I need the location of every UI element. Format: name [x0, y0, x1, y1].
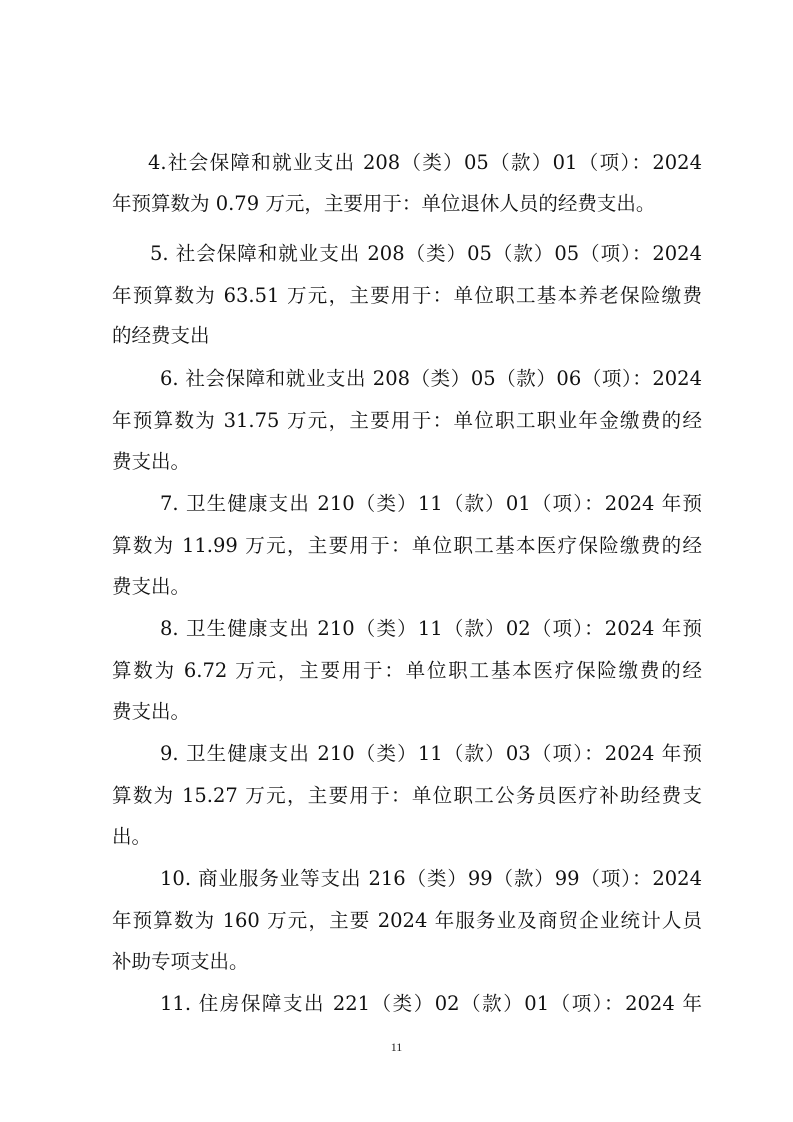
paragraph-4-line-1: 4.社会保障和就业支出 208（类）05（款）01（项）：2024	[148, 151, 702, 174]
paragraph-10-line-2: 年预算数为 160 万元，主要 2024 年服务业及商贸企业统计人员	[112, 909, 702, 932]
paragraph-9-line-2: 算数为 15.27 万元，主要用于：单位职工公务员医疗补助经费支	[112, 784, 702, 807]
paragraph-5-line-3: 的经费支出	[112, 324, 210, 347]
paragraph-7-line-1: 7. 卫生健康支出 210（类）11（款）01（项）：2024 年预	[160, 492, 702, 515]
paragraph-10-line-1: 10. 商业服务业等支出 216（类）99（款）99（项）：2024	[160, 867, 702, 890]
paragraph-11-line-1: 11. 住房保障支出 221（类）02（款）01（项）：2024 年	[160, 992, 702, 1015]
page-number: 11	[390, 1040, 403, 1054]
paragraph-9-line-1: 9. 卫生健康支出 210（类）11（款）03（项）：2024 年预	[160, 742, 702, 765]
paragraph-6-line-3: 费支出。	[112, 450, 191, 473]
paragraph-8-line-2: 算数为 6.72 万元，主要用于：单位职工基本医疗保险缴费的经	[112, 659, 702, 682]
paragraph-8-line-3: 费支出。	[112, 700, 191, 723]
paragraph-7-line-2: 算数为 11.99 万元，主要用于：单位职工基本医疗保险缴费的经	[112, 534, 702, 557]
paragraph-7-line-3: 费支出。	[112, 575, 191, 598]
paragraph-10-line-3: 补助专项支出。	[112, 950, 249, 973]
paragraph-5-line-2: 年预算数为 63.51 万元，主要用于：单位职工基本养老保险缴费	[112, 284, 702, 307]
paragraph-9-line-3: 出。	[112, 825, 152, 848]
paragraph-8-line-1: 8. 卫生健康支出 210（类）11（款）02（项）：2024 年预	[160, 617, 702, 640]
paragraph-6-line-2: 年预算数为 31.75 万元，主要用于：单位职工职业年金缴费的经	[112, 409, 702, 432]
paragraph-6-line-1: 6. 社会保障和就业支出 208（类）05（款）06（项）：2024	[160, 367, 702, 390]
paragraph-5-line-1: 5. 社会保障和就业支出 208（类）05（款）05（项）：2024	[150, 242, 702, 265]
paragraph-4-line-2: 年预算数为 0.79 万元，主要用于：单位退休人员的经费支出。	[112, 192, 656, 215]
